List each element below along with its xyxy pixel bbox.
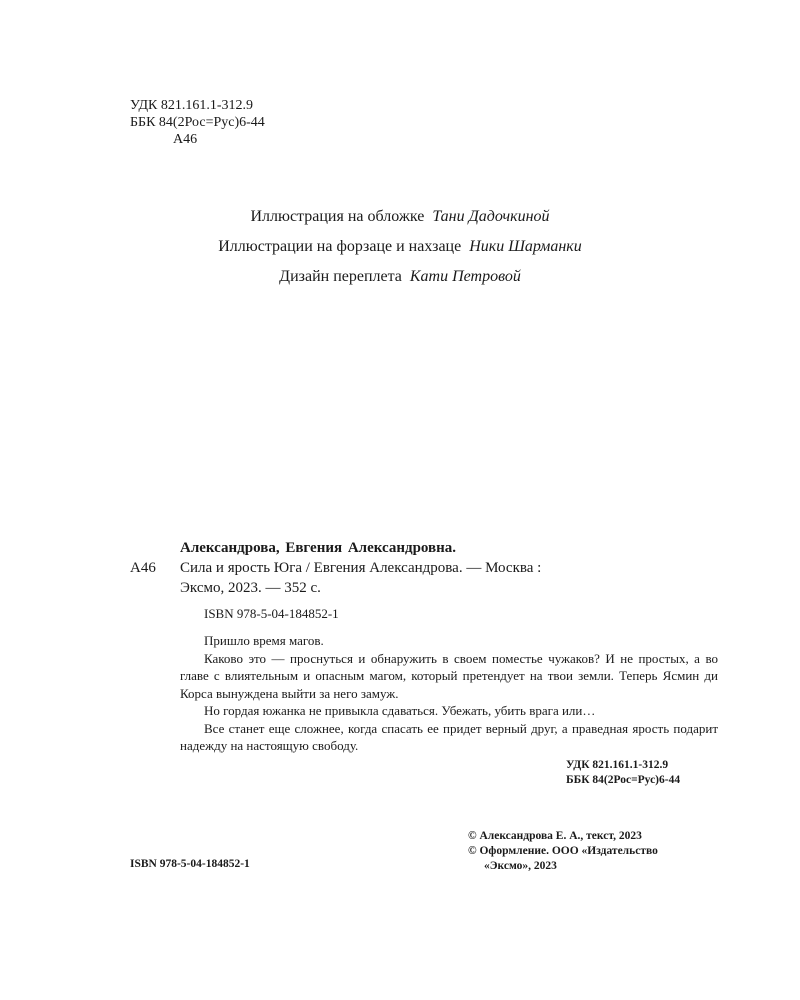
catalog-code: А46: [130, 560, 156, 576]
credit-name: Кати Петровой: [409, 268, 521, 285]
catalog-bbk: ББК 84(2Рос=Рус)6-44: [566, 774, 681, 786]
credit-name: Тани Дадочкиной: [432, 208, 550, 225]
annotation-paragraph: Все станет еще сложнее, когда спасать ее придет верный друг, а праведная ярость подарит надежду на настоящую свободу.: [180, 720, 718, 753]
credit-cover: [0, 208, 800, 226]
credit-endpapers: [0, 238, 800, 256]
catalog-udk: УДК 821.161.1-312.9: [566, 759, 669, 771]
bbk-top: ББК 84(2Рос=Рус)6-44: [130, 115, 265, 130]
credit-role: Иллюстрация на обложке: [250, 208, 425, 225]
copyright-design: © Оформление. ООО «Издательство: [468, 845, 658, 857]
annotation-paragraph: Каково это — проснуться и обнаружить в своем поместье чужаков? И не простых, а во главе с влиятельным и опасным магом, который претендует на твои земли. Теперь Ясмин ди Корса вынуждена выйти за него замуж.: [180, 650, 718, 701]
annotation-paragraph: Пришло время магов.: [204, 633, 324, 648]
udk-top: УДК 821.161.1-312.9: [130, 98, 254, 113]
catalog-annotation: [180, 632, 718, 755]
credit-role: Дизайн переплета: [279, 268, 402, 285]
catalog-title-line-1: Сила и ярость Юга / Евгения Александрова. — Москва :: [180, 560, 542, 576]
isbn-bottom: ISBN 978-5-04-184852-1: [130, 858, 250, 870]
copyright-text: © Александрова Е. А., текст, 2023: [468, 830, 642, 842]
author-code-top: А46: [173, 132, 198, 147]
annotation-paragraph: Но гордая южанка не привыкла сдаваться. Убежать, убить врага или…: [204, 703, 596, 718]
catalog-author: Александрова, Евгения Александровна.: [180, 540, 457, 556]
credit-name: Ники Шарманки: [469, 238, 582, 255]
copyright-publisher: «Эксмо», 2023: [484, 860, 557, 872]
credit-role: Иллюстрации на форзаце и нахзаце: [218, 238, 462, 255]
catalog-title-line-2: Эксмо, 2023. — 352 с.: [180, 580, 321, 596]
credit-binding-design: [0, 268, 800, 286]
catalog-isbn: ISBN 978-5-04-184852-1: [204, 606, 339, 621]
